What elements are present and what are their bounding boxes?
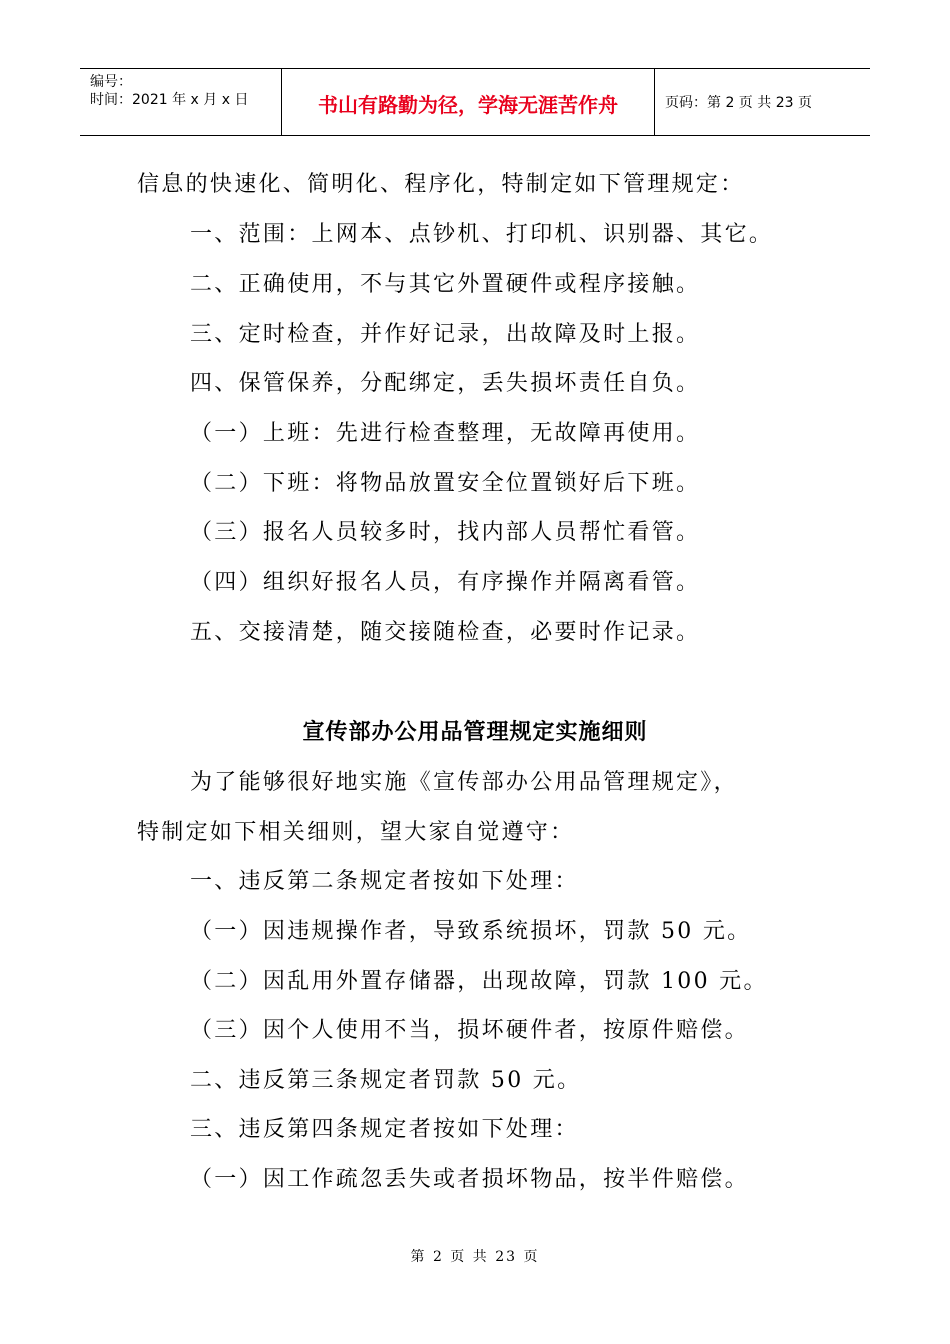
page-footer: 第 2 页 共 23 页 (410, 1249, 540, 1265)
document-number-label: 编号： (90, 74, 132, 90)
section-paragraph: 一、违反第二条规定者按如下处理： (190, 869, 579, 894)
body-paragraph: （三）报名人员较多时，找内部人员帮忙看管。 (190, 520, 701, 545)
body-paragraph: 四、保管保养，分配绑定，丢失损坏责任自负。 (190, 371, 701, 396)
section-paragraph: 三、违反第四条规定者按如下处理： (190, 1117, 579, 1142)
section-paragraph: （二）因乱用外置存储器，出现故障，罚款 100 元。 (190, 969, 768, 994)
section-paragraph: （一）因工作疏忽丢失或者损坏物品，按半件赔偿。 (190, 1167, 749, 1192)
body-paragraph: 二、正确使用，不与其它外置硬件或程序接触。 (190, 272, 701, 297)
document-header (80, 68, 870, 136)
section-paragraph: 特制定如下相关细则，望大家自觉遵守： (137, 820, 575, 845)
body-paragraph: （四）组织好报名人员，有序操作并隔离看管。 (190, 570, 701, 595)
header-page-number: 页码：第 2 页 共 23 页 (665, 95, 812, 111)
document-date-label: 时间：2021 年 x 月 x 日 (90, 92, 249, 108)
section-paragraph: （一）因违规操作者，导致系统损坏，罚款 50 元。 (190, 919, 752, 944)
body-paragraph: 信息的快速化、简明化、程序化，特制定如下管理规定： (137, 172, 745, 197)
body-paragraph: 三、定时检查，并作好记录，出故障及时上报。 (190, 322, 701, 347)
section-paragraph: 为了能够很好地实施《宣传部办公用品管理规定》， (190, 770, 738, 795)
section-title: 宣传部办公用品管理规定实施细则 (302, 720, 648, 745)
body-paragraph: 一、范围：上网本、点钞机、打印机、识别器、其它。 (190, 222, 774, 247)
body-paragraph: （二）下班：将物品放置安全位置锁好后下班。 (190, 471, 701, 496)
body-paragraph: 五、交接清楚，随交接随检查，必要时作记录。 (190, 620, 701, 645)
header-meta-cell (80, 69, 282, 135)
section-paragraph: 二、违反第三条规定者罚款 50 元。 (190, 1068, 582, 1093)
header-motto: 书山有路勤为径，学海无涯苦作舟 (282, 69, 655, 135)
section-paragraph: （三）因个人使用不当，损坏硬件者，按原件赔偿。 (190, 1018, 749, 1043)
body-paragraph: （一）上班：先进行检查整理，无故障再使用。 (190, 421, 701, 446)
